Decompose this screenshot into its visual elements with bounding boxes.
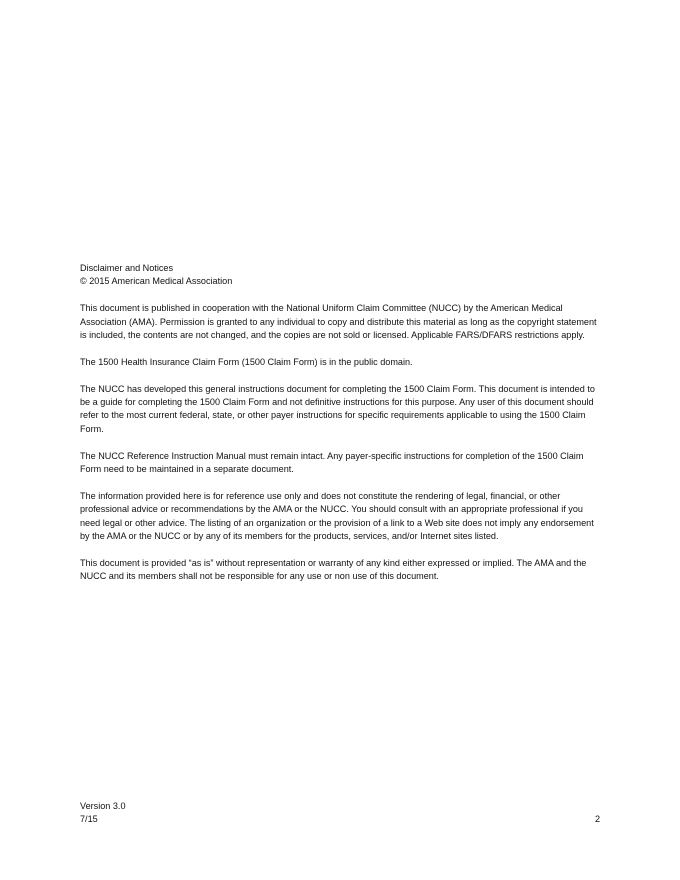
page-number: 2 [594, 814, 600, 825]
paragraph-publication: This document is published in cooperation with the National Uniform Claim Committee (NUCC) by the American Medical Association (AMA). Permission is granted to any individual to copy and distribute this material as long as the copyright statement is included, the contents are not changed, and the copies are not sold or licensed. Applicable FARS/DFARS restrictions apply. [80, 303, 597, 341]
version-label: Version 3.0 [80, 801, 126, 811]
page-footer [80, 800, 600, 827]
paragraph-public-domain: The 1500 Health Insurance Claim Form (1500 Claim Form) is in the public domain. [80, 356, 413, 367]
disclaimer-section [80, 262, 605, 584]
paragraph-reference-use: The information provided here is for reference use only and does not constitute the rendering of legal, financial, or other professional advice or recommendations by the AMA or the NUCC. You should consult with an appropriate professional if you need legal or other advice. The listing of an organization or the provision of a link to a Web site does not imply any endorsement by the AMA or the NUCC or by any of its members for the products, services, and/or Internet sites listed. [80, 490, 594, 542]
paragraph-manual-intact: The NUCC Reference Instruction Manual must remain intact. Any payer-specific instructions for completion of the 1500 Claim Form need to be maintained in a separate document. [80, 450, 584, 475]
paragraph-as-is: This document is provided “as is” without representation or warranty of any kind either expressed or implied. The AMA and the NUCC and its members shall not be responsible for any use or non use of this document. [80, 557, 587, 582]
paragraph-instructions: The NUCC has developed this general instructions document for completing the 1500 Claim Form. This document is intended to be a guide for completing the 1500 Claim Form and not definitive instructions for this purpose. Any user of this document should refer to the most current federal, state, or other payer instructions for specific requirements applicable to using the 1500 Claim Form. [80, 383, 595, 434]
section-title: Disclaimer and Notices [80, 263, 173, 273]
version-date: 7/15 [80, 814, 98, 825]
copyright-notice: © 2015 American Medical Association [80, 276, 233, 287]
